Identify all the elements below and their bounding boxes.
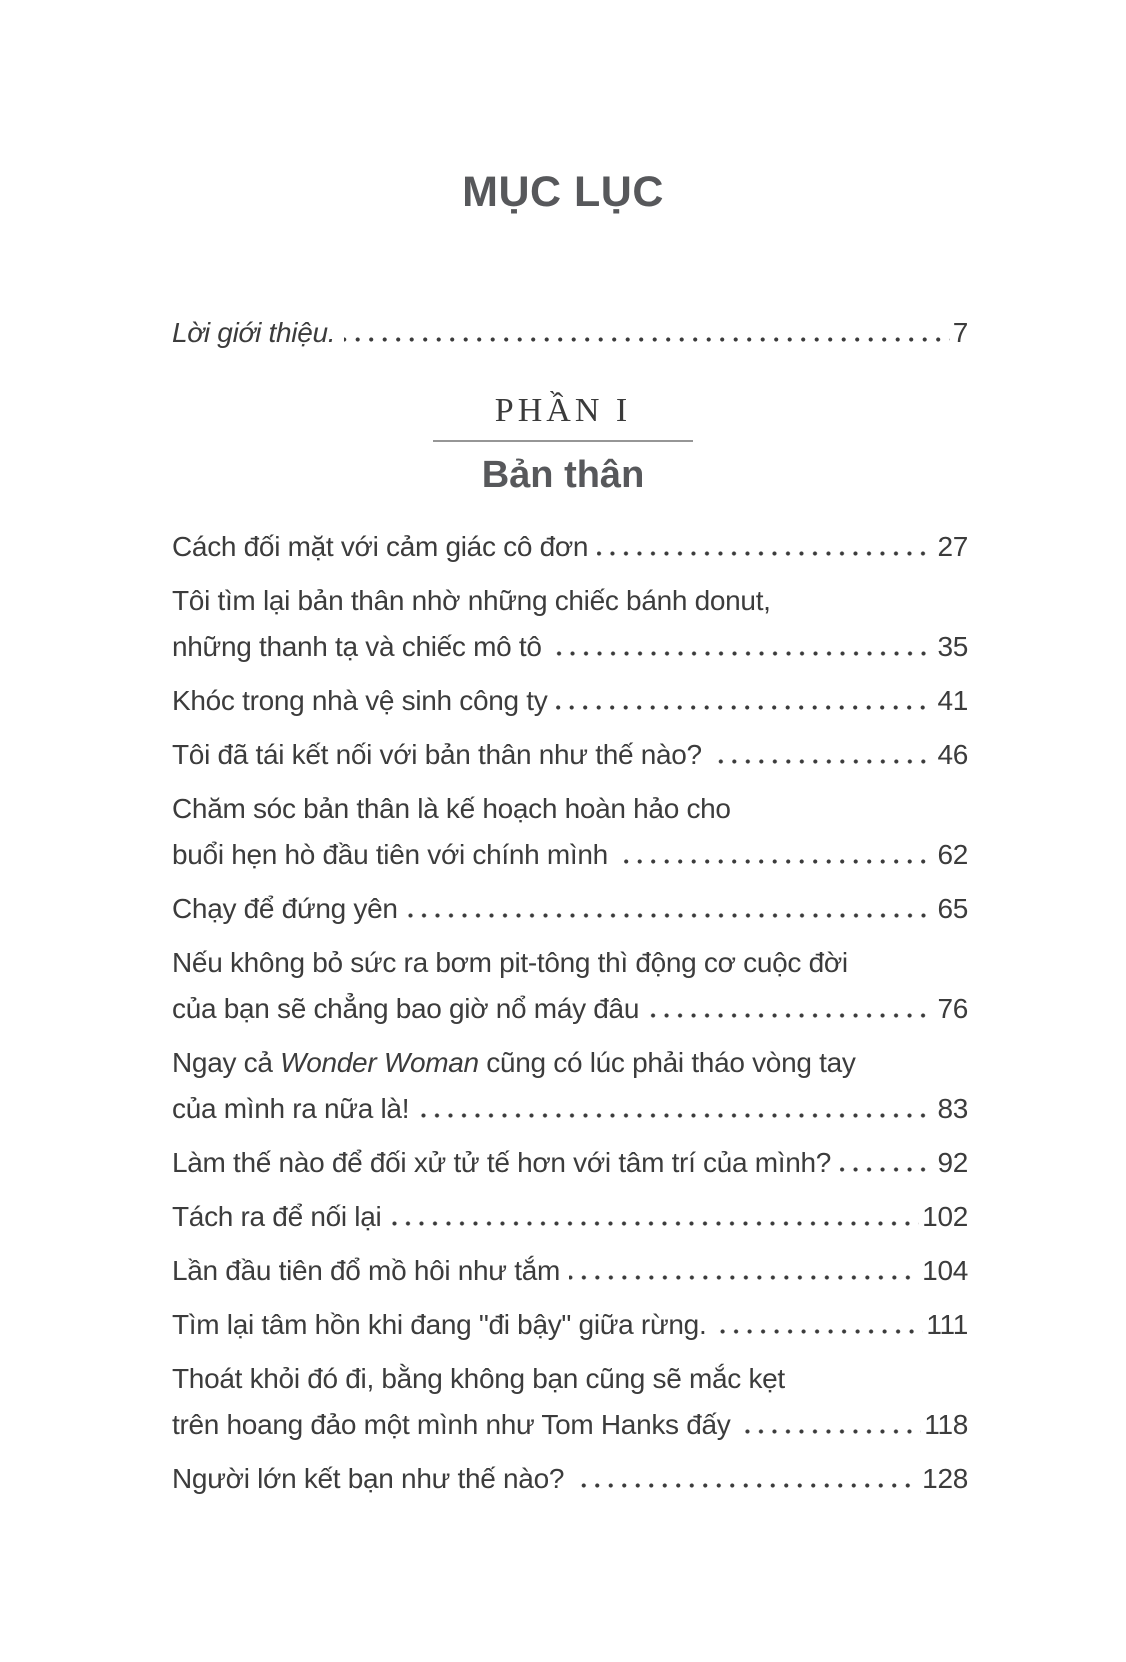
part-divider-rule	[433, 440, 693, 442]
toc-entry	[172, 732, 968, 778]
toc-entry-text-segment: cũng có lúc phải tháo vòng tay	[478, 1047, 856, 1078]
toc-entry-text-segment: Người lớn kết bạn như thế nào?	[172, 1463, 565, 1494]
intro-title: Lời giới thiệu.	[172, 317, 336, 348]
toc-entry-line	[172, 1086, 968, 1132]
dot-leader	[418, 1113, 934, 1118]
toc-entry-text-segment: Tôi tìm lại bản thân nhờ những chiếc bánh donut,	[172, 585, 771, 616]
toc-entry	[172, 886, 968, 932]
toc-entry-page: 118	[924, 1409, 968, 1440]
toc-list	[172, 524, 968, 1510]
toc-entry-line	[172, 678, 968, 724]
dot-leader	[556, 705, 934, 710]
part-header	[0, 392, 1126, 497]
dot-leader	[715, 1329, 923, 1334]
toc-entry-page: 27	[937, 531, 968, 562]
toc-entry-page: 62	[937, 839, 968, 870]
toc-entry-page: 104	[922, 1255, 968, 1286]
toc-entry-page: 76	[937, 993, 968, 1024]
dot-leader	[711, 759, 935, 764]
toc-entry-line	[172, 832, 968, 878]
toc-entry-text-segment: của bạn sẽ chẳng bao giờ nổ máy đâu	[172, 993, 640, 1024]
toc-entry-title	[172, 524, 588, 570]
toc-entry-line	[172, 310, 968, 356]
toc-entry-text-segment: những thanh tạ và chiếc mô tô	[172, 631, 542, 662]
toc-entry-title	[172, 832, 608, 878]
toc-entry-text-segment: Tìm lại tâm hồn khi đang "đi bậy" giữa rừng.	[172, 1309, 707, 1340]
toc-entry-text-segment: trên hoang đảo một mình như Tom Hanks đấy	[172, 1409, 731, 1440]
toc-entry-title	[172, 1194, 381, 1240]
toc-entry-line	[172, 524, 968, 570]
toc-entry-title	[172, 940, 848, 986]
toc-entry-title	[172, 886, 398, 932]
toc-entry	[172, 1248, 968, 1294]
dot-leader	[739, 1429, 921, 1434]
page-title: MỤC LỤC	[462, 168, 664, 216]
toc-entry-text-segment: Chạy để đứng yên	[172, 893, 398, 924]
toc-entry	[172, 1302, 968, 1348]
toc-entry-line	[172, 624, 968, 670]
toc-entry-line	[172, 940, 968, 986]
toc-entry	[172, 678, 968, 724]
toc-entry-text-segment: Lần đầu tiên đổ mồ hôi như tắm	[172, 1255, 561, 1286]
dot-leader	[617, 859, 935, 864]
toc-entry	[172, 1456, 968, 1502]
toc-entry-line	[172, 1302, 968, 1348]
toc-entry-text-segment: Làm thế nào để đối xử tử tế hơn với tâm trí của mình?	[172, 1147, 832, 1178]
toc-entry	[172, 786, 968, 878]
toc-entry-text-segment: Tách ra để nối lại	[172, 1201, 382, 1232]
dot-leader	[407, 913, 935, 918]
dot-leader	[840, 1167, 934, 1172]
toc-entry	[172, 1140, 968, 1186]
dot-leader	[344, 337, 950, 342]
toc-entry-page: 102	[922, 1201, 968, 1232]
dot-leader	[573, 1483, 919, 1488]
toc-entry-page: 65	[937, 893, 968, 924]
toc-entry-title	[172, 786, 731, 832]
toc-entry-line	[172, 1140, 968, 1186]
dot-leader	[551, 651, 935, 656]
toc-entry-text-segment: Cách đối mặt với cảm giác cô đơn	[172, 531, 589, 562]
toc-entry-title	[172, 1356, 785, 1402]
part-title: Bản thân	[481, 454, 645, 497]
toc-entry-line	[172, 1356, 968, 1402]
toc-entry-text-segment: Thoát khỏi đó đi, bằng không bạn cũng sẽ mắc kẹt	[172, 1363, 785, 1394]
toc-entry-text-segment: Tôi đã tái kết nối với bản thân như thế nào?	[172, 739, 702, 770]
toc-entry-line	[172, 578, 968, 624]
toc-entry-line	[172, 1248, 968, 1294]
toc-entry-line	[172, 1402, 968, 1448]
toc-entry-page: 41	[937, 685, 968, 716]
toc-entry-line	[172, 886, 968, 932]
toc-entry	[172, 578, 968, 670]
toc-entry-text-segment: buổi hẹn hò đầu tiên với chính mình	[172, 839, 608, 870]
dot-leader	[390, 1221, 919, 1226]
toc-entry-title	[172, 1402, 730, 1448]
toc-entry-line	[172, 1456, 968, 1502]
toc-entry	[172, 940, 968, 1032]
toc-entry-title	[172, 1248, 560, 1294]
toc-entry	[172, 1194, 968, 1240]
toc-entry-text-segment: Wonder Woman	[280, 1047, 479, 1078]
toc-entry-title	[172, 986, 639, 1032]
toc-entry-page: 128	[922, 1463, 968, 1494]
dot-leader	[569, 1275, 919, 1280]
toc-entry-page: 35	[937, 631, 968, 662]
toc-entry-line	[172, 1040, 968, 1086]
dot-leader	[597, 551, 934, 556]
toc-entry-title	[172, 1456, 564, 1502]
toc-entry	[172, 1356, 968, 1448]
toc-entry-title	[172, 678, 547, 724]
toc-entry-title	[172, 732, 702, 778]
toc-entry-title	[172, 1302, 706, 1348]
toc-entry-title	[172, 1040, 856, 1086]
toc-entry-line	[172, 786, 968, 832]
toc-entry-page: 111	[926, 1309, 968, 1340]
toc-entry	[172, 1040, 968, 1132]
toc-entry-title	[172, 624, 542, 670]
part-number: PHẦN I	[494, 392, 632, 429]
toc-entry-text-segment: Ngay cả	[172, 1047, 281, 1078]
intro-page-number: 7	[952, 317, 968, 348]
toc-entry-text-segment: Nếu không bỏ sức ra bơm pit-tông thì động cơ cuộc đời	[172, 947, 848, 978]
toc-entry-title	[172, 1140, 831, 1186]
toc-entry	[172, 524, 968, 570]
toc-entry-page: 46	[937, 739, 968, 770]
toc-entry-text-segment: Chăm sóc bản thân là kế hoạch hoàn hảo cho	[172, 793, 731, 824]
toc-entry-line	[172, 1194, 968, 1240]
toc-entry-title	[172, 578, 771, 624]
toc-entry-line	[172, 986, 968, 1032]
dot-leader	[648, 1013, 934, 1018]
toc-entry-text-segment: của mình ra nữa là!	[172, 1093, 410, 1124]
toc-entry-page: 83	[937, 1093, 968, 1124]
toc-entry-text-segment: Khóc trong nhà vệ sinh công ty	[172, 685, 548, 716]
toc-intro-entry	[172, 310, 968, 356]
toc-entry-page: 92	[937, 1147, 968, 1178]
toc-entry-title	[172, 1086, 409, 1132]
toc-entry-line	[172, 732, 968, 778]
